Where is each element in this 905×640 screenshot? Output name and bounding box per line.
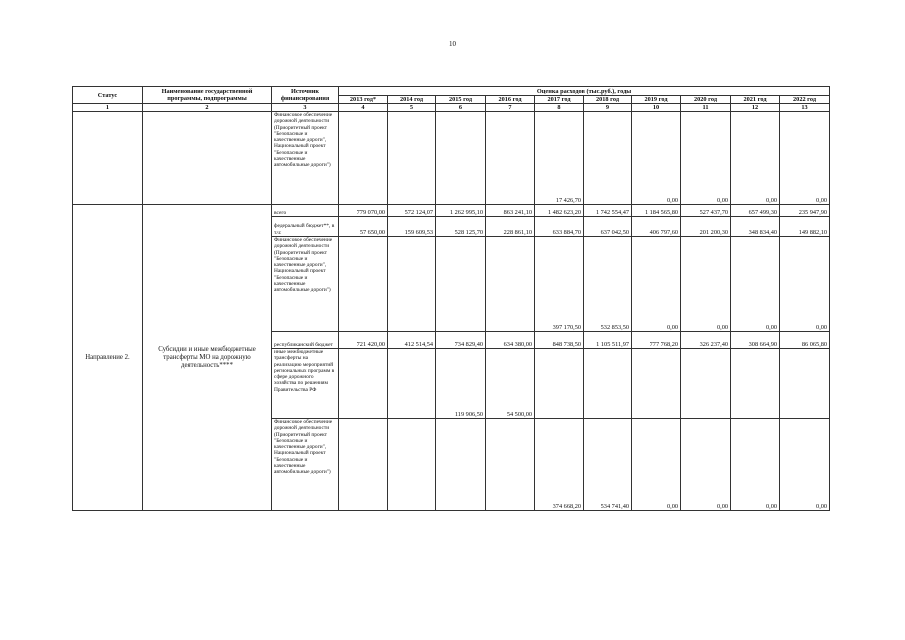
value-cell: 326 237,40 xyxy=(681,332,731,349)
value-cell: 1 262 995,10 xyxy=(436,205,486,217)
value-cell: 119 906,50 xyxy=(436,349,486,419)
value-cell: 0,00 xyxy=(731,237,780,332)
header-year: 2021 год xyxy=(731,96,780,104)
header-status: Статус xyxy=(73,87,143,104)
value-cell xyxy=(339,419,388,511)
column-index: 8 xyxy=(535,104,584,112)
source-cell: всего xyxy=(272,205,339,217)
value-cell: 0,00 xyxy=(780,237,830,332)
source-cell: Финансовое обеспечение дорожной деятельности (Приоритетный проект "Безопасные и качественные дороги", Национальный проект "Безопасные и качественные автомобильные дороги") xyxy=(272,419,339,511)
value-cell xyxy=(339,237,388,332)
value-cell: 374 668,20 xyxy=(535,419,584,511)
column-index: 4 xyxy=(339,104,388,112)
value-cell: 0,00 xyxy=(731,419,780,511)
value-cell xyxy=(388,112,436,205)
value-cell xyxy=(486,419,535,511)
value-cell: 634 380,00 xyxy=(486,332,535,349)
value-cell: 348 834,40 xyxy=(731,217,780,237)
header-row-1 xyxy=(73,87,830,96)
status-cell xyxy=(73,112,143,205)
value-cell xyxy=(388,419,436,511)
value-cell: 0,00 xyxy=(632,419,681,511)
value-cell: 0,00 xyxy=(681,112,731,205)
column-index: 13 xyxy=(780,104,830,112)
header-program: Наименование государственной программы, подпрограммы xyxy=(143,87,272,104)
value-cell: 527 437,70 xyxy=(681,205,731,217)
value-cell: 534 741,40 xyxy=(584,419,632,511)
value-cell xyxy=(584,349,632,419)
value-cell xyxy=(584,112,632,205)
source-cell: республиканский бюджет xyxy=(272,332,339,349)
value-cell: 657 499,30 xyxy=(731,205,780,217)
source-cell: иные межбюджетные трансферты на реализацию мероприятий региональных программ в сфере дорожного хозяйства по решениям Правительства РФ xyxy=(272,349,339,419)
page-number: 10 xyxy=(449,40,456,48)
value-cell: 0,00 xyxy=(780,112,830,205)
column-index: 12 xyxy=(731,104,780,112)
table-row xyxy=(73,205,830,217)
value-cell: 412 514,54 xyxy=(388,332,436,349)
value-cell: 633 884,70 xyxy=(535,217,584,237)
value-cell: 0,00 xyxy=(731,112,780,205)
header-year: 2016 год xyxy=(486,96,535,104)
value-cell: 54 500,00 xyxy=(486,349,535,419)
source-cell: Финансовое обеспечение дорожной деятельности (Приоритетный проект "Безопасные и качественные дороги", Национальный проект "Безопасные и качественные автомобильные дороги") xyxy=(272,237,339,332)
header-year: 2017 год xyxy=(535,96,584,104)
value-cell xyxy=(731,349,780,419)
header-year: 2018 год xyxy=(584,96,632,104)
header-estimate: Оценка расходов (тыс.руб.), годы xyxy=(339,87,830,96)
value-cell: 572 124,07 xyxy=(388,205,436,217)
value-cell: 308 664,90 xyxy=(731,332,780,349)
value-cell: 777 768,20 xyxy=(632,332,681,349)
value-cell xyxy=(681,349,731,419)
header-year: 2022 год xyxy=(780,96,830,104)
column-index: 10 xyxy=(632,104,681,112)
value-cell: 17 426,70 xyxy=(535,112,584,205)
value-cell: 406 797,60 xyxy=(632,217,681,237)
column-index: 6 xyxy=(436,104,486,112)
value-cell: 0,00 xyxy=(681,237,731,332)
value-cell xyxy=(486,112,535,205)
program-cell: Субсидии и иные межбюджетные трансферты МО на дорожную деятельность**** xyxy=(143,205,272,511)
value-cell: 0,00 xyxy=(681,419,731,511)
value-cell xyxy=(388,237,436,332)
value-cell xyxy=(388,349,436,419)
value-cell: 637 042,50 xyxy=(584,217,632,237)
column-index-row xyxy=(73,104,830,112)
value-cell: 0,00 xyxy=(632,237,681,332)
value-cell: 397 170,50 xyxy=(535,237,584,332)
value-cell: 57 650,00 xyxy=(339,217,388,237)
column-index: 3 xyxy=(272,104,339,112)
value-cell: 528 125,70 xyxy=(436,217,486,237)
table-row xyxy=(73,112,830,205)
value-cell: 86 065,80 xyxy=(780,332,830,349)
value-cell: 0,00 xyxy=(780,419,830,511)
value-cell: 1 105 511,97 xyxy=(584,332,632,349)
value-cell: 721 420,00 xyxy=(339,332,388,349)
value-cell: 201 200,30 xyxy=(681,217,731,237)
value-cell xyxy=(339,112,388,205)
value-cell: 863 241,10 xyxy=(486,205,535,217)
program-cell xyxy=(143,112,272,205)
value-cell: 149 882,10 xyxy=(780,217,830,237)
value-cell: 779 070,00 xyxy=(339,205,388,217)
value-cell xyxy=(436,237,486,332)
value-cell xyxy=(632,349,681,419)
value-cell: 1 184 565,80 xyxy=(632,205,681,217)
value-cell: 734 829,40 xyxy=(436,332,486,349)
column-index: 1 xyxy=(73,104,143,112)
value-cell xyxy=(436,419,486,511)
value-cell: 159 609,53 xyxy=(388,217,436,237)
value-cell xyxy=(780,349,830,419)
header-year: 2015 год xyxy=(436,96,486,104)
header-year: 2020 год xyxy=(681,96,731,104)
value-cell: 0,00 xyxy=(632,112,681,205)
value-cell: 1 482 623,20 xyxy=(535,205,584,217)
value-cell xyxy=(436,112,486,205)
header-source: Источник финансирования xyxy=(272,87,339,104)
source-cell: Финансовое обеспечение дорожной деятельности (Приоритетный проект "Безопасные и качественные дороги", Национальный проект "Безопасные и качественные автомобильные дороги") xyxy=(272,112,339,205)
column-index: 5 xyxy=(388,104,436,112)
value-cell: 532 853,50 xyxy=(584,237,632,332)
status-cell: Направление 2. xyxy=(73,205,143,511)
value-cell xyxy=(486,237,535,332)
value-cell xyxy=(535,349,584,419)
column-index: 9 xyxy=(584,104,632,112)
header-year: 2013 год* xyxy=(339,96,388,104)
header-year: 2014 год xyxy=(388,96,436,104)
column-index: 11 xyxy=(681,104,731,112)
expenditure-table xyxy=(72,86,830,511)
value-cell: 235 947,90 xyxy=(780,205,830,217)
source-cell: федеральный бюджет**, в т.ч: xyxy=(272,217,339,237)
column-index: 2 xyxy=(143,104,272,112)
value-cell: 1 742 554,47 xyxy=(584,205,632,217)
value-cell: 228 861,10 xyxy=(486,217,535,237)
value-cell xyxy=(339,349,388,419)
value-cell: 848 738,50 xyxy=(535,332,584,349)
header-year: 2019 год xyxy=(632,96,681,104)
column-index: 7 xyxy=(486,104,535,112)
